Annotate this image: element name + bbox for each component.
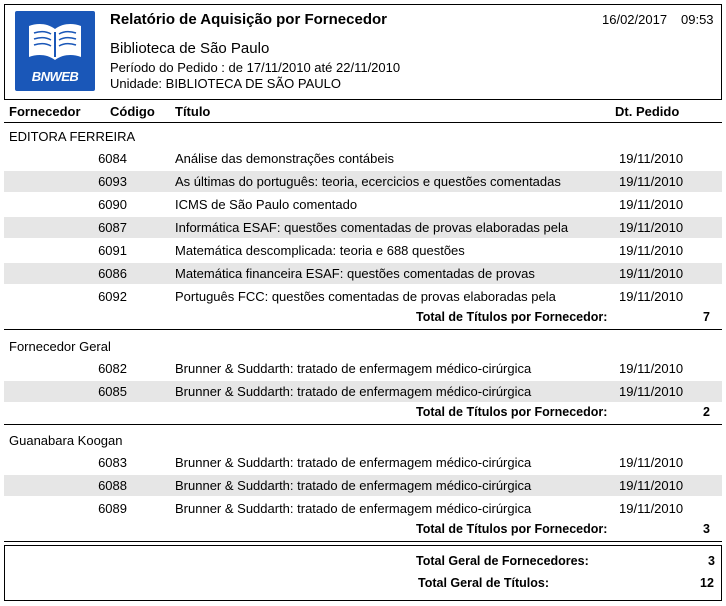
- column-header-title: Título: [175, 104, 211, 119]
- table-row: [4, 217, 722, 238]
- item-code: 6084: [98, 151, 127, 166]
- group-divider: [4, 424, 722, 425]
- supplier-total-label: Total de Títulos por Fornecedor:: [416, 310, 608, 324]
- table-row: [4, 286, 722, 307]
- order-date: 19/11/2010: [619, 361, 684, 376]
- supplier-total-value: 2: [703, 405, 710, 419]
- table-row: [4, 263, 722, 284]
- order-date: 19/11/2010: [619, 197, 684, 212]
- item-code: 6086: [98, 266, 127, 281]
- order-date: 19/11/2010: [619, 289, 684, 304]
- item-code: 6092: [98, 289, 127, 304]
- order-date: 19/11/2010: [619, 174, 684, 189]
- table-row: [4, 475, 722, 496]
- open-book-icon: [25, 19, 85, 65]
- supplier-total-value: 3: [703, 522, 710, 536]
- grand-total-titles-value: 12: [700, 576, 714, 590]
- report-title: Relatório de Aquisição por Fornecedor: [110, 11, 387, 28]
- library-unit: Unidade: BIBLIOTECA DE SÃO PAULO: [110, 76, 341, 91]
- item-title: As últimas do português: teoria, ecercicios e questões comentadas: [175, 174, 561, 189]
- item-title: Brunner & Suddarth: tratado de enfermagem médico-cirúrgica: [175, 361, 532, 376]
- item-code: 6085: [98, 384, 127, 399]
- item-title: Matemática financeira ESAF: questões comentadas de provas: [175, 266, 535, 281]
- order-date: 19/11/2010: [619, 455, 684, 470]
- logo-text: BNWEB: [31, 69, 79, 84]
- item-code: 6089: [98, 501, 127, 516]
- library-name: Biblioteca de São Paulo: [110, 40, 270, 57]
- grand-total-suppliers-label: Total Geral de Fornecedores:: [416, 554, 589, 568]
- item-code: 6091: [98, 243, 127, 258]
- table-row: [4, 498, 722, 519]
- item-title: Brunner & Suddarth: tratado de enfermagem médico-cirúrgica: [175, 501, 532, 516]
- supplier-total-label: Total de Títulos por Fornecedor:: [416, 522, 608, 536]
- grand-total-titles-label: Total Geral de Títulos:: [418, 576, 550, 590]
- item-title: Brunner & Suddarth: tratado de enfermagem médico-cirúrgica: [175, 478, 532, 493]
- group-divider: [4, 541, 722, 542]
- order-date: 19/11/2010: [619, 478, 684, 493]
- report-date: 16/02/2017: [602, 12, 668, 27]
- item-title: Brunner & Suddarth: tratado de enfermagem médico-cirúrgica: [175, 455, 532, 470]
- item-code: 6093: [98, 174, 127, 189]
- table-row: [4, 381, 722, 402]
- order-period: Período do Pedido : de 17/11/2010 até 22/11/2010: [110, 60, 401, 75]
- supplier-group-name: Fornecedor Geral: [9, 339, 111, 354]
- item-title: ICMS de São Paulo comentado: [175, 197, 358, 212]
- supplier-total-value: 7: [703, 310, 710, 324]
- table-row: [4, 171, 722, 192]
- item-code: 6090: [98, 197, 127, 212]
- item-title: Informática ESAF: questões comentadas de provas elaboradas pela: [175, 220, 569, 235]
- order-date: 19/11/2010: [619, 266, 684, 281]
- report-time: 09:53: [681, 12, 714, 27]
- order-date: 19/11/2010: [619, 501, 684, 516]
- header-divider: [4, 122, 722, 123]
- column-header-date: Dt. Pedido: [615, 104, 680, 119]
- order-date: 19/11/2010: [619, 384, 684, 399]
- table-row: [4, 452, 722, 473]
- column-header-code: Código: [110, 104, 155, 119]
- item-code: 6087: [98, 220, 127, 235]
- item-title: Matemática descomplicada: teoria e 688 questões: [175, 243, 465, 258]
- group-divider: [4, 329, 722, 330]
- table-row: [4, 194, 722, 215]
- bnweb-logo: [15, 11, 95, 91]
- supplier-group-name: Guanabara Koogan: [9, 433, 123, 448]
- supplier-group-name: EDITORA FERREIRA: [9, 129, 136, 144]
- column-header-supplier: Fornecedor: [9, 104, 81, 119]
- report-header: [4, 4, 722, 100]
- table-row: [4, 240, 722, 261]
- item-code: 6088: [98, 478, 127, 493]
- item-title: Análise das demonstrações contábeis: [175, 151, 394, 166]
- order-date: 19/11/2010: [619, 243, 684, 258]
- table-row: [4, 148, 722, 169]
- grand-total-suppliers-value: 3: [708, 554, 715, 568]
- item-title: Brunner & Suddarth: tratado de enfermagem médico-cirúrgica: [175, 384, 532, 399]
- item-code: 6082: [98, 361, 127, 376]
- order-date: 19/11/2010: [619, 220, 684, 235]
- item-code: 6083: [98, 455, 127, 470]
- item-title: Português FCC: questões comentadas de provas elaboradas pela: [175, 289, 556, 304]
- supplier-total-label: Total de Títulos por Fornecedor:: [416, 405, 608, 419]
- table-row: [4, 358, 722, 379]
- report-footer: [4, 545, 722, 601]
- order-date: 19/11/2010: [619, 151, 684, 166]
